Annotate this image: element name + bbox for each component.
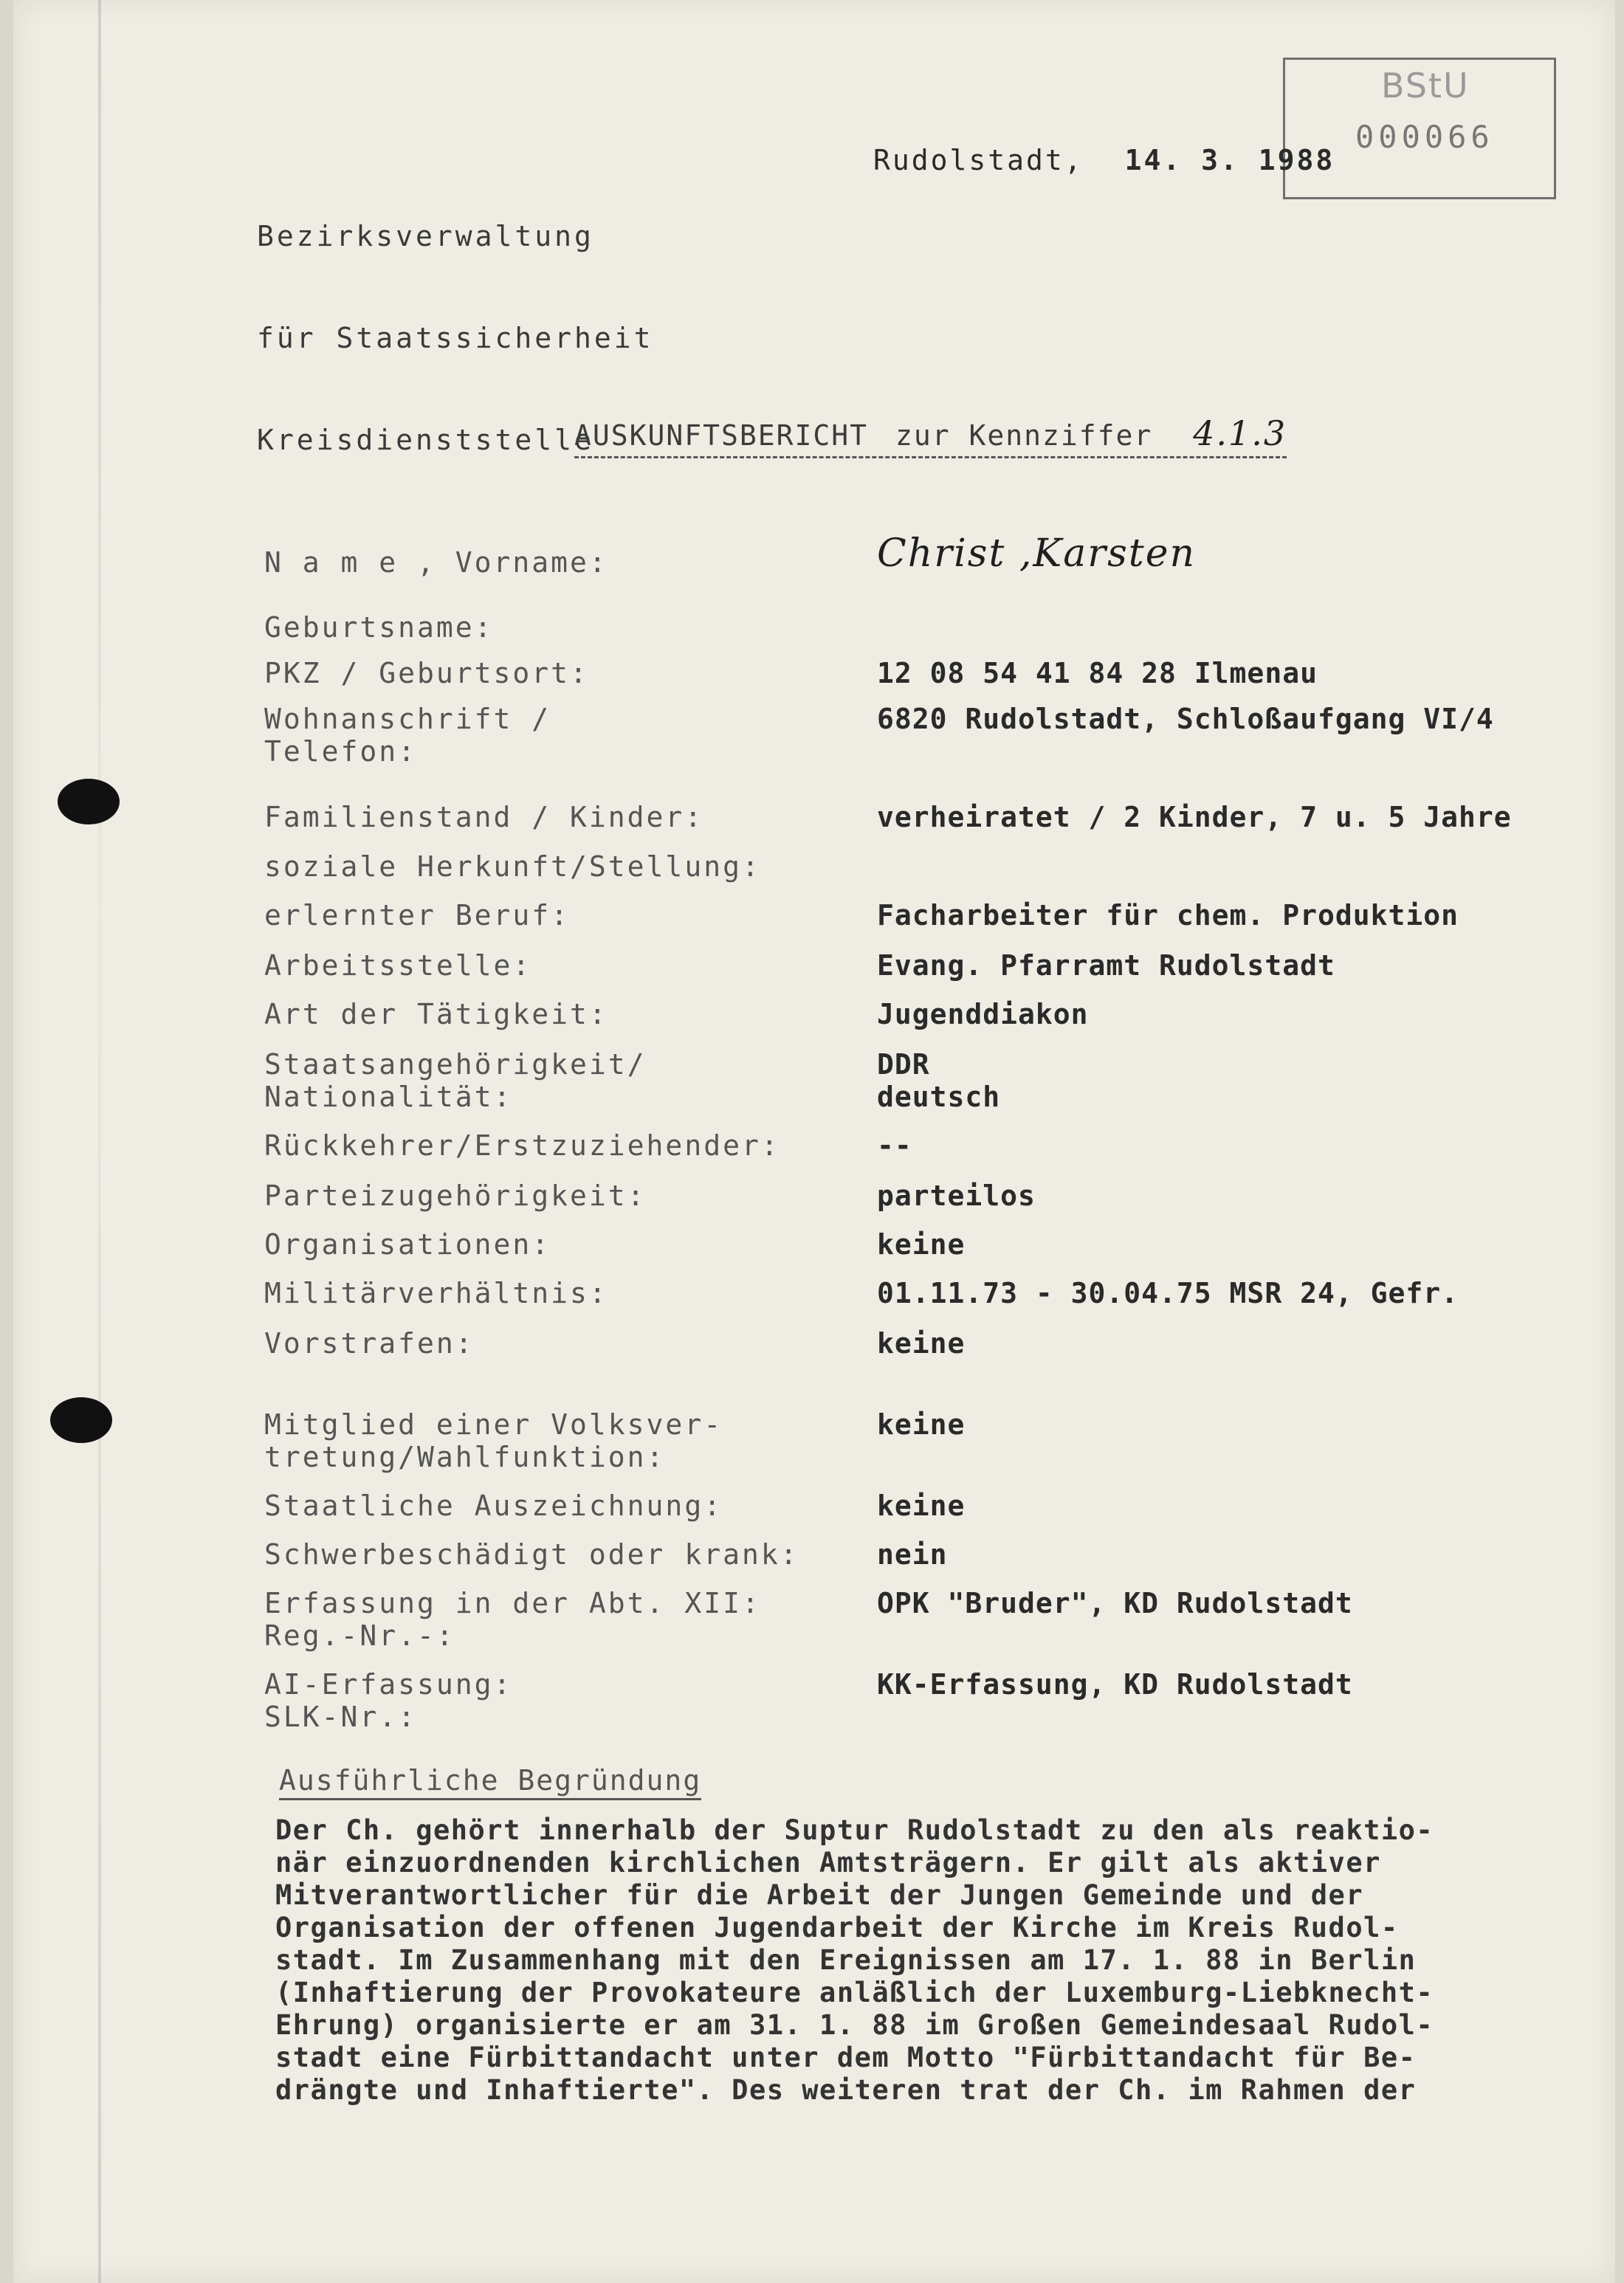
field-label: AI-Erfassung: SLK-Nr.: bbox=[264, 1668, 513, 1733]
text-line: (Inhaftierung der Provokateure anläßlich der Luxemburg-Liebknecht- bbox=[275, 1977, 1434, 2008]
text-line: när einzuordnenden kirchlichen Amtsträgern. Er gilt als aktiver bbox=[275, 1847, 1381, 1879]
field-label: Geburtsname: bbox=[264, 611, 494, 644]
field-label: erlernter Beruf: bbox=[264, 899, 571, 932]
field-value: Evang. Pfarramt Rudolstadt bbox=[877, 949, 1335, 982]
field-value: parteilos bbox=[877, 1180, 1036, 1212]
sender-line-2: für Staatssicherheit bbox=[257, 322, 654, 354]
place: Rudolstadt, bbox=[873, 144, 1084, 176]
field-value: nein bbox=[877, 1538, 948, 1571]
field-value: keine bbox=[877, 1408, 966, 1441]
field-row-returnee bbox=[264, 1129, 912, 1162]
field-label: Militärverhältnis: bbox=[264, 1277, 608, 1309]
field-row-birthname bbox=[264, 611, 877, 644]
field-row-registration bbox=[264, 1587, 1353, 1652]
text-line: Der Ch. gehört innerhalb der Suptur Rudolstadt zu den als reaktio- bbox=[275, 1814, 1434, 1846]
text-line: Mitverantwortlicher für die Arbeit der Jungen Gemeinde und der bbox=[275, 1879, 1364, 1911]
field-label: Mitglied einer Volksver- tretung/Wahlfunktion: bbox=[264, 1408, 723, 1473]
field-value: keine bbox=[877, 1327, 966, 1360]
field-label: Art der Tätigkeit: bbox=[264, 998, 608, 1030]
field-value: keine bbox=[877, 1228, 966, 1261]
field-value: 6820 Rudolstadt, Schloßaufgang VI/4 bbox=[877, 703, 1494, 735]
field-label: Familienstand / Kinder: bbox=[264, 801, 704, 833]
field-label: PKZ / Geburtsort: bbox=[264, 657, 589, 689]
field-row-awards bbox=[264, 1490, 965, 1522]
field-value: DDR deutsch bbox=[877, 1048, 1001, 1113]
field-row-military bbox=[264, 1277, 1459, 1309]
field-row-social bbox=[264, 850, 877, 883]
document-page bbox=[13, 0, 1615, 2283]
date: 14. 3. 1988 bbox=[1124, 144, 1335, 176]
justification-text bbox=[275, 1814, 1597, 2107]
field-row-workplace bbox=[264, 949, 1335, 982]
field-row-address bbox=[264, 703, 1494, 768]
section-title: Ausführliche Begründung bbox=[279, 1764, 701, 1800]
field-label: Schwerbeschädigt oder krank: bbox=[264, 1538, 799, 1571]
field-row-organisations bbox=[264, 1228, 965, 1261]
field-label: Arbeitsstelle: bbox=[264, 949, 532, 982]
field-label: soziale Herkunft/Stellung: bbox=[264, 850, 761, 883]
field-value: Facharbeiter für chem. Produktion bbox=[877, 899, 1459, 932]
sender-block bbox=[257, 151, 654, 525]
text-line: Organisation der offenen Jugendarbeit der Kirche im Kreis Rudol- bbox=[275, 1912, 1399, 1943]
field-label: N a m e , Vorname: bbox=[264, 546, 608, 579]
field-value: keine bbox=[877, 1490, 966, 1522]
field-row-party bbox=[264, 1180, 1036, 1212]
stamp-title: BStU bbox=[1381, 66, 1470, 106]
field-value: verheiratet / 2 Kinder, 7 u. 5 Jahre bbox=[877, 801, 1512, 833]
field-value: -- bbox=[877, 1129, 912, 1162]
field-row-health bbox=[264, 1538, 948, 1571]
field-row-family bbox=[264, 801, 1512, 833]
report-heading bbox=[574, 413, 1287, 458]
report-title: AUSKUNFTSBERICHT bbox=[574, 419, 869, 452]
field-label: Staatliche Auszeichnung: bbox=[264, 1490, 723, 1522]
sender-line-3: Kreisdienststelle bbox=[257, 424, 594, 456]
stamp-number: 000066 bbox=[1355, 119, 1494, 155]
field-row-activity bbox=[264, 998, 1089, 1030]
field-value: Jugenddiakon bbox=[877, 998, 1089, 1030]
fold-line bbox=[98, 0, 101, 2283]
kennziffer-value: 4.1.3 bbox=[1193, 413, 1287, 453]
text-line: Ehrung) organisierte er am 31. 1. 88 im Großen Gemeindesaal Rudol- bbox=[275, 2009, 1434, 2041]
field-row-records bbox=[264, 1327, 965, 1360]
field-value: 12 08 54 41 84 28 Ilmenau bbox=[877, 657, 1318, 689]
text-line: stadt eine Fürbittandacht unter dem Motto "Fürbittandacht für Be- bbox=[275, 2042, 1417, 2073]
field-row-name bbox=[264, 531, 1196, 579]
field-label: Vorstrafen: bbox=[264, 1327, 475, 1360]
field-label: Parteizugehörigkeit: bbox=[264, 1180, 647, 1212]
punch-hole-top bbox=[58, 779, 120, 824]
field-label: Erfassung in der Abt. XII: Reg.-Nr.-: bbox=[264, 1587, 761, 1652]
field-row-ai-registration bbox=[264, 1668, 1353, 1733]
punch-hole-bottom bbox=[50, 1397, 112, 1443]
field-label: Wohnanschrift / Telefon: bbox=[264, 703, 551, 768]
field-label: Organisationen: bbox=[264, 1228, 551, 1261]
field-row-citizenship bbox=[264, 1048, 1000, 1113]
kennziffer-label: zur Kennziffer bbox=[895, 419, 1153, 452]
field-value-handwritten: Christ ,Karsten bbox=[877, 531, 1196, 576]
field-value: OPK "Bruder", KD Rudolstadt bbox=[877, 1587, 1353, 1619]
archive-stamp bbox=[1283, 58, 1556, 199]
field-row-profession bbox=[264, 899, 1459, 932]
place-date bbox=[873, 144, 1335, 176]
field-value: 01.11.73 - 30.04.75 MSR 24, Gefr. bbox=[877, 1277, 1459, 1309]
field-label: Rückkehrer/Erstzuziehender: bbox=[264, 1129, 780, 1162]
field-label: Staatsangehörigkeit/ Nationalität: bbox=[264, 1048, 647, 1113]
field-row-representation bbox=[264, 1408, 965, 1473]
field-value: KK-Erfassung, KD Rudolstadt bbox=[877, 1668, 1353, 1701]
text-line: drängte und Inhaftierte". Des weiteren trat der Ch. im Rahmen der bbox=[275, 2074, 1417, 2106]
field-row-pkz bbox=[264, 657, 1318, 689]
sender-line-1: Bezirksverwaltung bbox=[257, 220, 594, 252]
text-line: stadt. Im Zusammenhang mit den Ereignissen am 17. 1. 88 in Berlin bbox=[275, 1944, 1417, 1976]
